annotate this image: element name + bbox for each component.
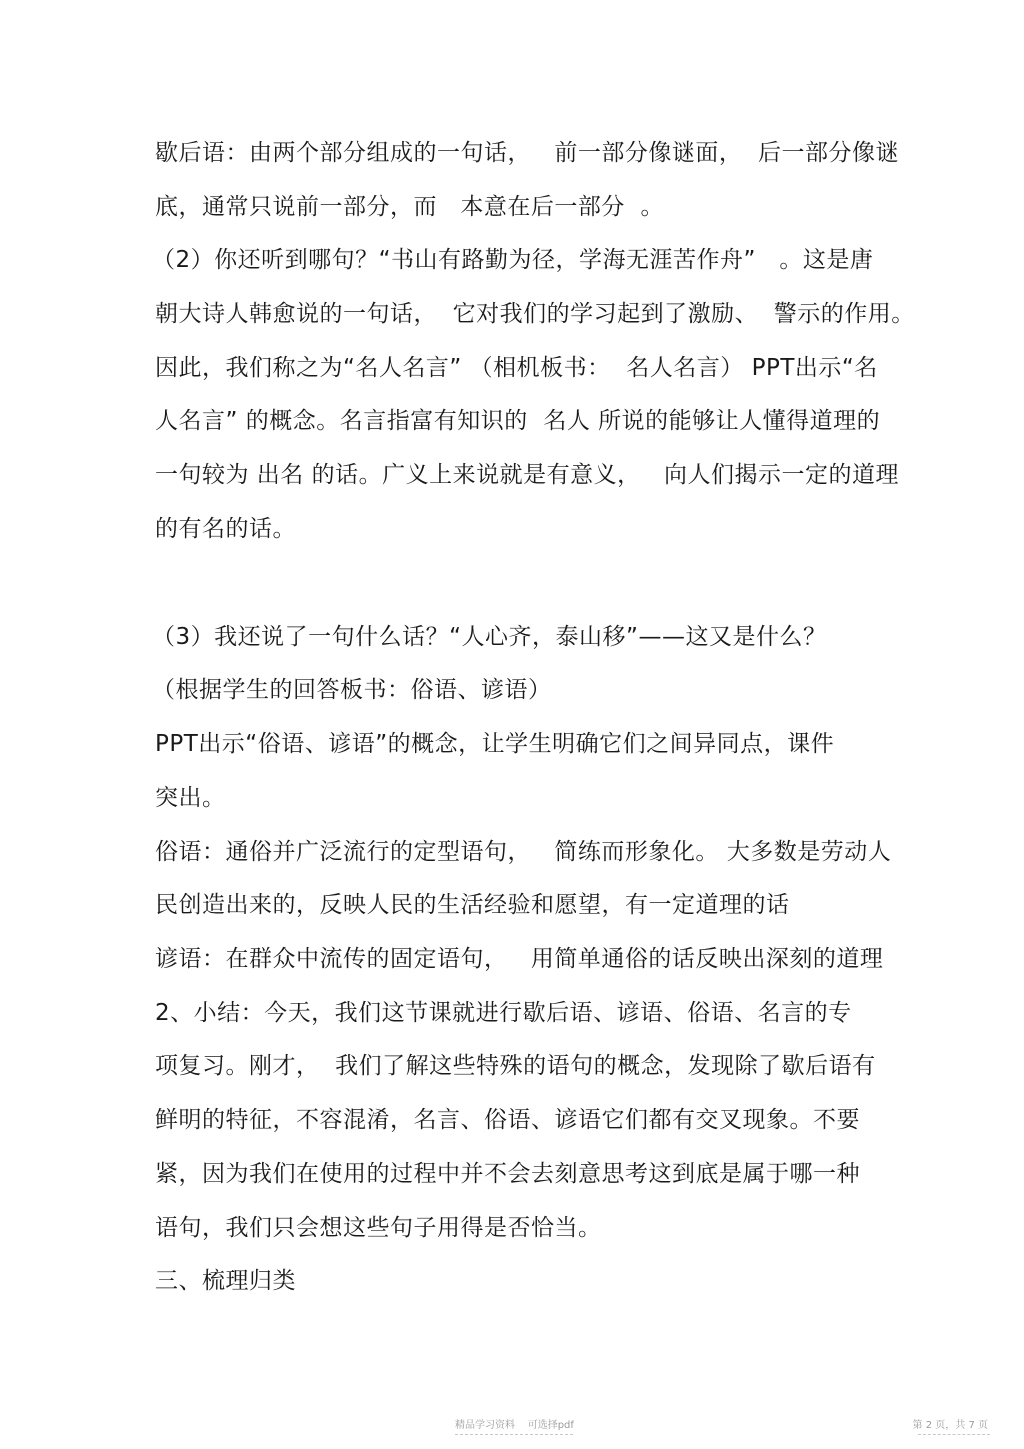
text-line: 人名言” 的概念。名言指富有知识的 名人 所说的能够让人懂得道理的 [155, 408, 881, 434]
text-line: 语句，我们只会想这些句子用得是否恰当。 [155, 1215, 602, 1241]
text-line: 俗语：通俗并广泛流行的定型语句， 简练而形象化。 大多数是劳动人 [155, 839, 892, 865]
text-line: 谚语：在群众中流传的固定语句， 用简单通俗的话反映出深刻的道理 [155, 946, 884, 972]
text-line: 的有名的话。 [155, 516, 296, 542]
footer-left-text: 精品学习资料 可选择pdf [455, 1420, 574, 1431]
text-line: 歇后语：由两个部分组成的一句话， 前一部分像谜面， 后一部分像谜 [155, 140, 900, 166]
text-line: 一句较为 出名 的话。广义上来说就是有意义， 向人们揭示一定的道理 [155, 462, 900, 488]
footer-left-divider [455, 1434, 573, 1435]
text-line: （2）你还听到哪句？“书山有路勤为径，学海无涯苦作舟” 。这是唐 [152, 247, 874, 273]
text-line: PPT出示“俗语、谚语”的概念，让学生明确它们之间异同点，课件 [155, 731, 835, 757]
text-line: 鲜明的特征，不容混淆，名言、俗语、谚语它们都有交叉现象。不要 [155, 1107, 860, 1133]
text-line: 紧，因为我们在使用的过程中并不会去刻意思考这到底是属于哪一种 [155, 1161, 860, 1187]
text-line: 朝大诗人韩愈说的一句话， 它对我们的学习起到了激励、 警示的作用。 [155, 301, 915, 327]
text-line: 项复习。刚才， 我们了解这些特殊的语句的概念，发现除了歇后语有 [155, 1053, 876, 1079]
text-line: 底，通常只说前一部分，而 本意在后一部分 。 [155, 194, 665, 220]
footer-right-divider [918, 1434, 990, 1435]
text-line: 2、小结：今天，我们这节课就进行歇后语、谚语、俗语、名言的专 [155, 1000, 852, 1026]
text-line: 民创造出来的，反映人民的生活经验和愿望，有一定道理的话 [155, 892, 790, 918]
page-number: 第 2 页，共 7 页 [912, 1420, 988, 1431]
text-line: （3）我还说了一句什么话？“人心齐，泰山移”——这又是什么？ [152, 624, 827, 650]
text-line: 突出。 [155, 785, 226, 811]
text-line: （根据学生的回答板书：俗语、谚语） [152, 677, 552, 703]
section-heading: 三、梳理归类 [155, 1268, 296, 1294]
text-line: 因此，我们称之为“名人名言” （相机板书： 名人名言） PPT出示“名 [155, 355, 878, 381]
